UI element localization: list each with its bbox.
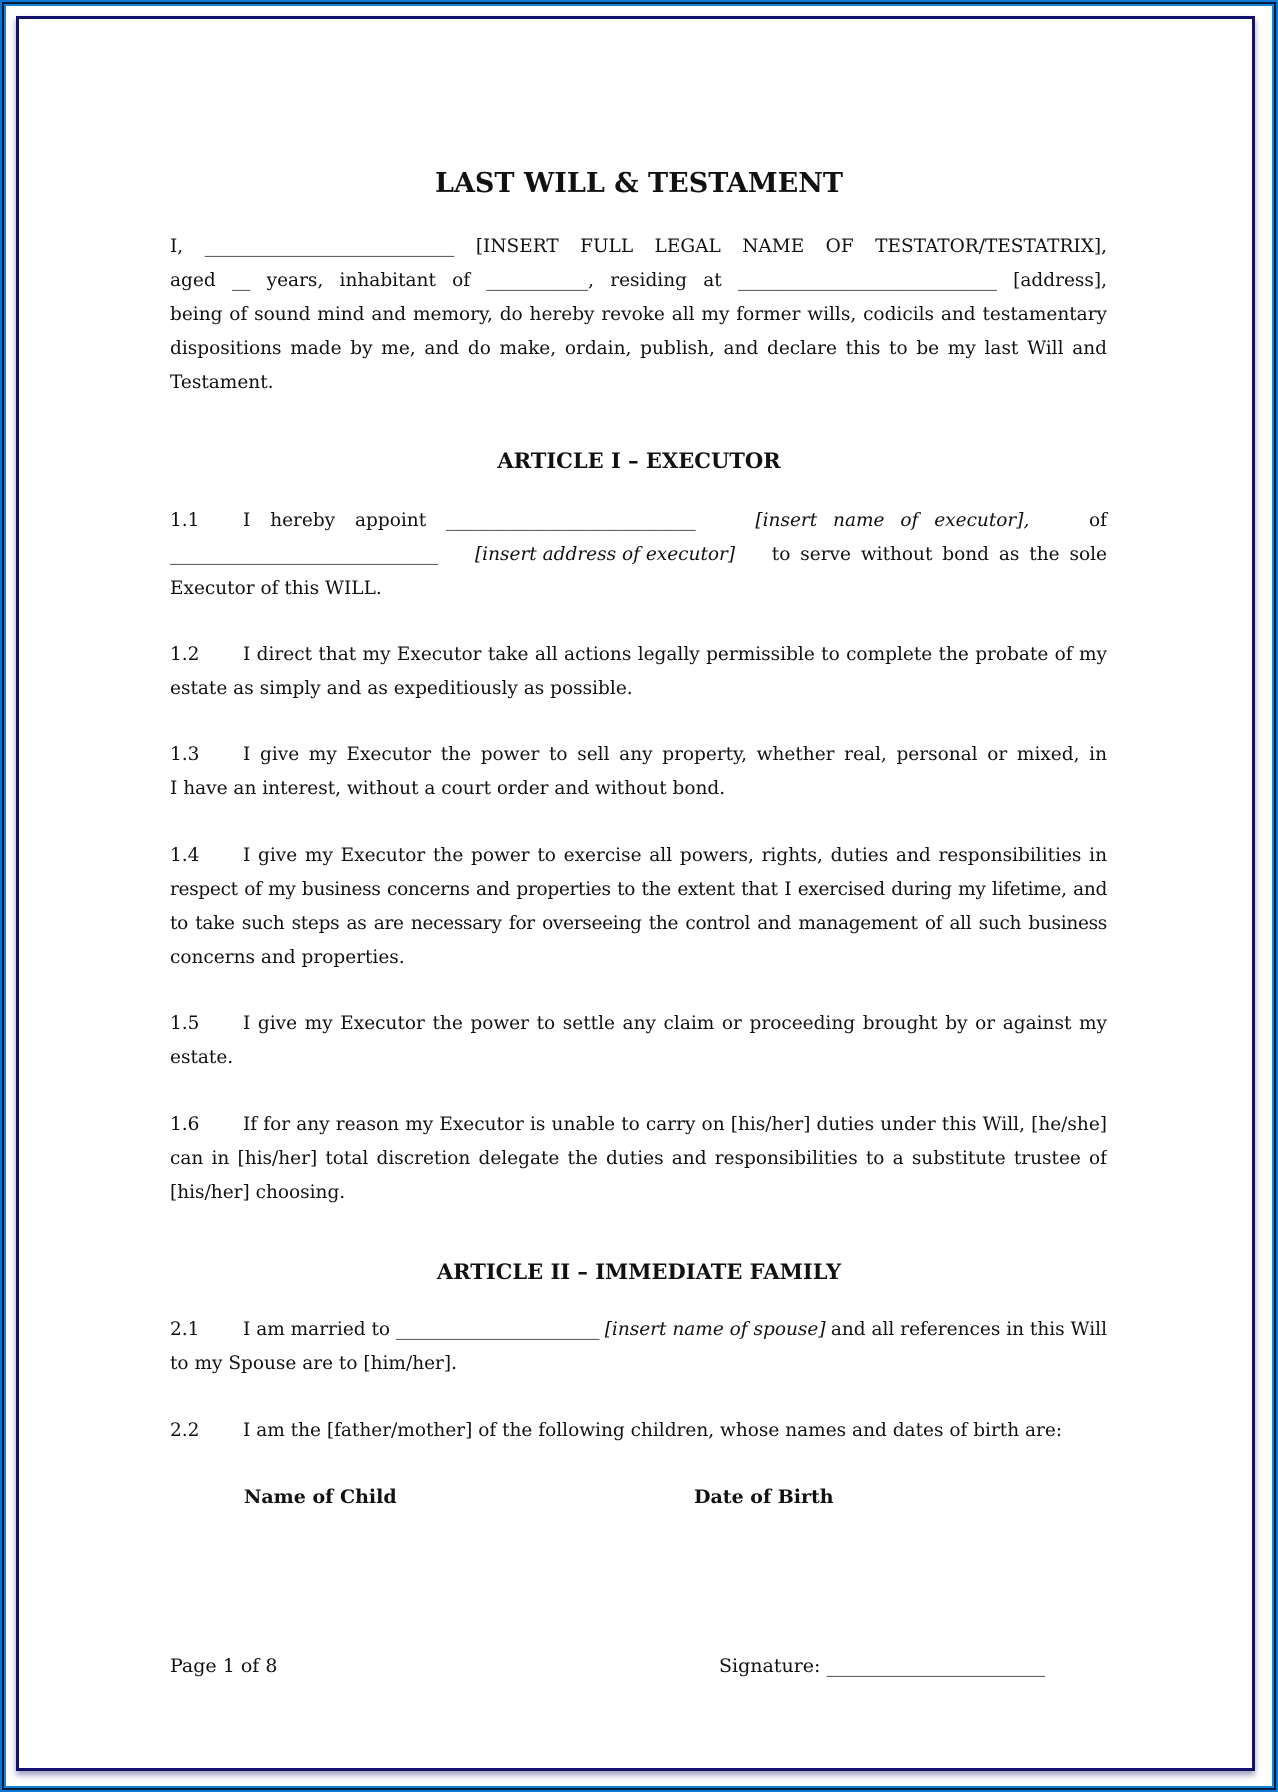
intro-line: aged __ years, inhabitant of ___________, residing at ____________________________ [address], bbox=[170, 270, 1107, 291]
clause-1-5 bbox=[170, 1007, 1107, 1075]
clause-1-2 bbox=[170, 638, 1107, 706]
clause-text: [his/her] choosing. bbox=[170, 1182, 346, 1203]
document-title: LAST WILL & TESTAMENT bbox=[435, 168, 843, 199]
clause-text: to my Spouse are to [him/her]. bbox=[170, 1353, 458, 1374]
clause-1-6 bbox=[170, 1108, 1107, 1210]
clause-text: concerns and properties. bbox=[170, 947, 405, 968]
clause-number: 1.4 bbox=[170, 845, 200, 866]
clause-text: respect of my business concerns and properties to the extent that I exercised during my lifetime, and bbox=[170, 879, 1107, 900]
table-header-name-of-child: Name of Child bbox=[244, 1486, 397, 1508]
clause-1-3 bbox=[170, 738, 1107, 806]
clause-number: 2.2 bbox=[170, 1420, 200, 1441]
intro-line: being of sound mind and memory, do hereby revoke all my former wills, codicils and testamentary bbox=[170, 304, 1107, 325]
clause-text: I am the [father/mother] of the following children, whose names and dates of birth are: bbox=[243, 1420, 1063, 1441]
clause-number: 2.1 bbox=[170, 1319, 200, 1340]
clause-text: estate as simply and as expeditiously as possible. bbox=[170, 678, 633, 699]
clause-1-1 bbox=[170, 504, 1107, 606]
clause-number: 1.3 bbox=[170, 744, 200, 765]
clause-2-1 bbox=[170, 1313, 1107, 1381]
clause-number: 1.1 bbox=[170, 510, 200, 531]
clause-text: If for any reason my Executor is unable to carry on [his/her] duties under this Will, [he/she] bbox=[243, 1114, 1107, 1135]
article-2-heading: ARTICLE II – IMMEDIATE FAMILY bbox=[436, 1259, 842, 1284]
article-1-heading: ARTICLE I – EXECUTOR bbox=[497, 448, 781, 473]
intro-line: dispositions made by me, and do make, ordain, publish, and declare this to be my last Will and bbox=[170, 338, 1107, 359]
clause-2-2 bbox=[170, 1414, 1107, 1448]
signature-line: Signature: _______________________ bbox=[719, 1655, 1045, 1677]
clause-text: of bbox=[1088, 510, 1107, 531]
clause-text: and all references in this Will bbox=[830, 1319, 1107, 1340]
clause-number: 1.6 bbox=[170, 1114, 200, 1135]
clause-text: Executor of this WILL. bbox=[170, 578, 382, 599]
clause-text: to take such steps as are necessary for overseeing the control and management of all such business bbox=[170, 913, 1107, 934]
clause-number: 1.5 bbox=[170, 1013, 200, 1034]
clause-text: I give my Executor the power to sell any property, whether real, personal or mixed, in bbox=[243, 744, 1107, 765]
clause-text: I am married to ______________________ bbox=[243, 1319, 600, 1340]
clause-1-4 bbox=[170, 839, 1107, 975]
placeholder-executor-address: [insert address of executor] bbox=[474, 544, 736, 565]
intro-paragraph bbox=[170, 230, 1107, 400]
clause-text: I have an interest, without a court order and without bond. bbox=[170, 778, 726, 799]
page-number: Page 1 of 8 bbox=[170, 1655, 278, 1677]
clause-text: I give my Executor the power to settle any claim or proceeding brought by or against my bbox=[243, 1013, 1107, 1034]
clause-number: 1.2 bbox=[170, 644, 200, 665]
placeholder-executor-name: [insert name of executor], bbox=[755, 510, 1030, 531]
intro-line: I, ___________________________ [INSERT FULL LEGAL NAME OF TESTATOR/TESTATRIX], bbox=[170, 236, 1107, 257]
clause-text: _____________________________ bbox=[170, 544, 439, 565]
table-header-date-of-birth: Date of Birth bbox=[694, 1486, 834, 1508]
clause-text: I direct that my Executor take all actions legally permissible to complete the probate of my bbox=[243, 644, 1107, 665]
clause-text: estate. bbox=[170, 1047, 234, 1068]
intro-line: Testament. bbox=[170, 372, 274, 393]
placeholder-spouse-name: [insert name of spouse] bbox=[604, 1319, 826, 1340]
clause-text: I hereby appoint ___________________________ bbox=[243, 510, 696, 531]
clause-text: I give my Executor the power to exercise all powers, rights, duties and responsibilities in bbox=[243, 845, 1107, 866]
clause-text: can in [his/her] total discretion delegate the duties and responsibilities to a substitute trustee of bbox=[170, 1148, 1107, 1169]
clause-text: to serve without bond as the sole bbox=[771, 544, 1107, 565]
